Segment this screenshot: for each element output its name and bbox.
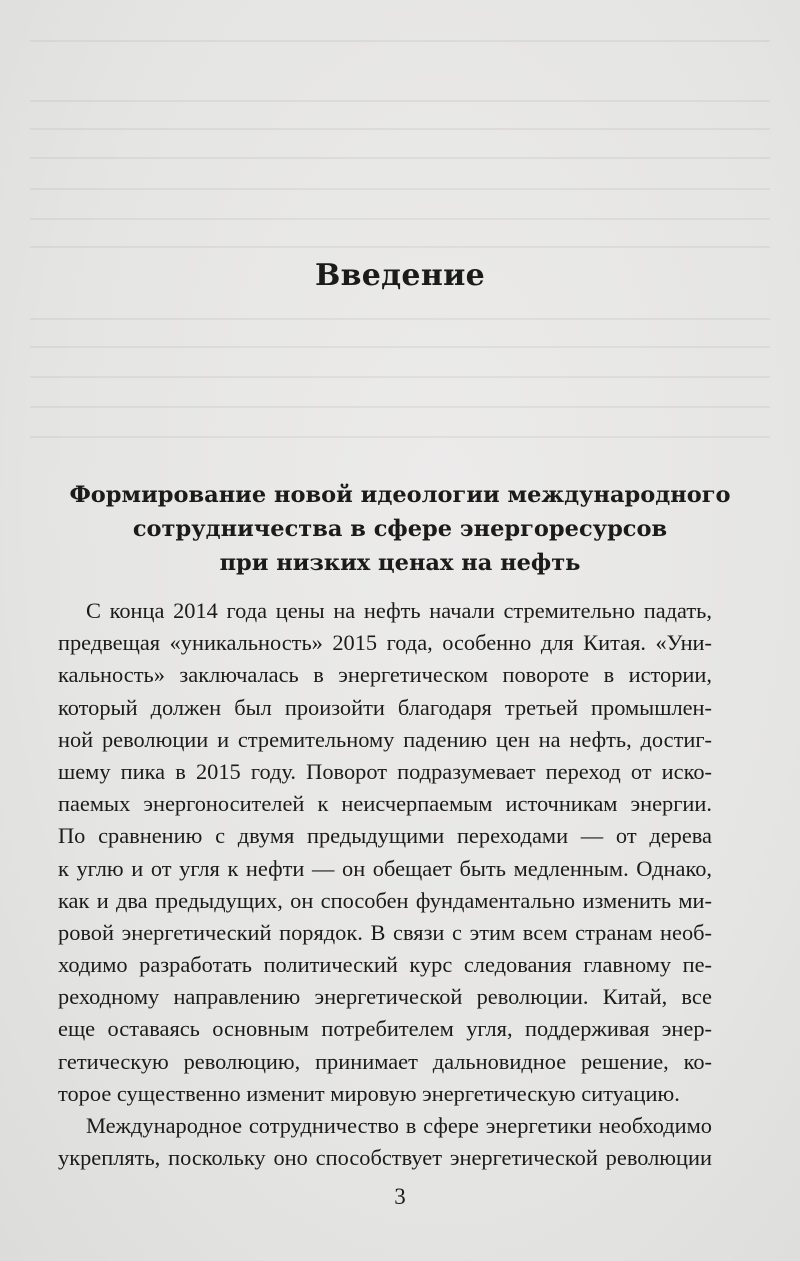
bleed-through-line	[30, 128, 770, 130]
section-heading-line: сотрудничества в сфере энергоресурсов	[132, 516, 668, 542]
text-line: к углю и от угля к нефти — он обещает быть медленным. Однако,	[58, 855, 712, 881]
text-line: который должен был произойти благодаря третьей промышлен-	[58, 694, 712, 720]
bleed-through-line	[30, 376, 770, 378]
text-line: ровой энергетический порядок. В связи с этим всем странам необ-	[58, 919, 712, 945]
page-title: Введение	[314, 258, 486, 293]
text-line: паемых энергоносителей к неисчерпаемым источникам энергии.	[58, 791, 712, 817]
bleed-through-line	[30, 188, 770, 190]
text-line: укреплять, поскольку оно способствует энергетической революции	[58, 1145, 712, 1171]
text-line: Международное сотрудничество в сфере энергетики необходимо	[86, 1113, 712, 1138]
bleed-through-line	[30, 436, 770, 438]
text-line: гетическую революцию, принимает дальновидное решение, ко-	[58, 1048, 712, 1074]
text-line: По сравнению с двумя предыдущими переходами — от дерева	[58, 823, 712, 849]
text-line: шему пика в 2015 году. Поворот подразумевает переход от иско-	[58, 758, 712, 784]
text-line: С конца 2014 года цены на нефть начали стремительно падать,	[86, 598, 712, 623]
section-heading	[40, 478, 760, 580]
page-number: 3	[394, 1184, 406, 1209]
bleed-through-line	[30, 406, 770, 408]
bleed-through-line	[30, 346, 770, 348]
bleed-through-line	[30, 157, 770, 159]
text-line: ходимо разработать политический курс следования главному пе-	[58, 952, 712, 978]
bleed-through-line	[30, 246, 770, 248]
bleed-through-line	[30, 218, 770, 220]
text-line: реходному направлению энергетической революции. Китай, все	[58, 984, 712, 1010]
paragraph-2	[58, 1110, 712, 1174]
text-line: торое существенно изменит мировую энергетическую ситуацию.	[58, 1080, 680, 1106]
text-line: еще оставаясь основным потребителем угля, поддерживая энер-	[58, 1016, 712, 1042]
bleed-through-line	[30, 318, 770, 320]
section-heading-line: Формирование новой идеологии международного	[69, 482, 731, 508]
text-line: предвещая «уникальность» 2015 года, особенно для Китая. «Уни-	[58, 630, 712, 656]
bleed-through-line	[30, 100, 770, 102]
paragraph-1	[58, 595, 712, 1110]
section-heading-line: при низких ценах на нефть	[219, 550, 581, 576]
bleed-through-line	[30, 40, 770, 42]
body-text	[58, 595, 712, 1174]
text-line: кальность» заключалась в энергетическом повороте в истории,	[58, 662, 712, 688]
text-line: ной революции и стремительному падению цен на нефть, достиг-	[58, 726, 712, 752]
text-line: как и два предыдущих, он способен фундаментально изменить ми-	[58, 887, 712, 913]
